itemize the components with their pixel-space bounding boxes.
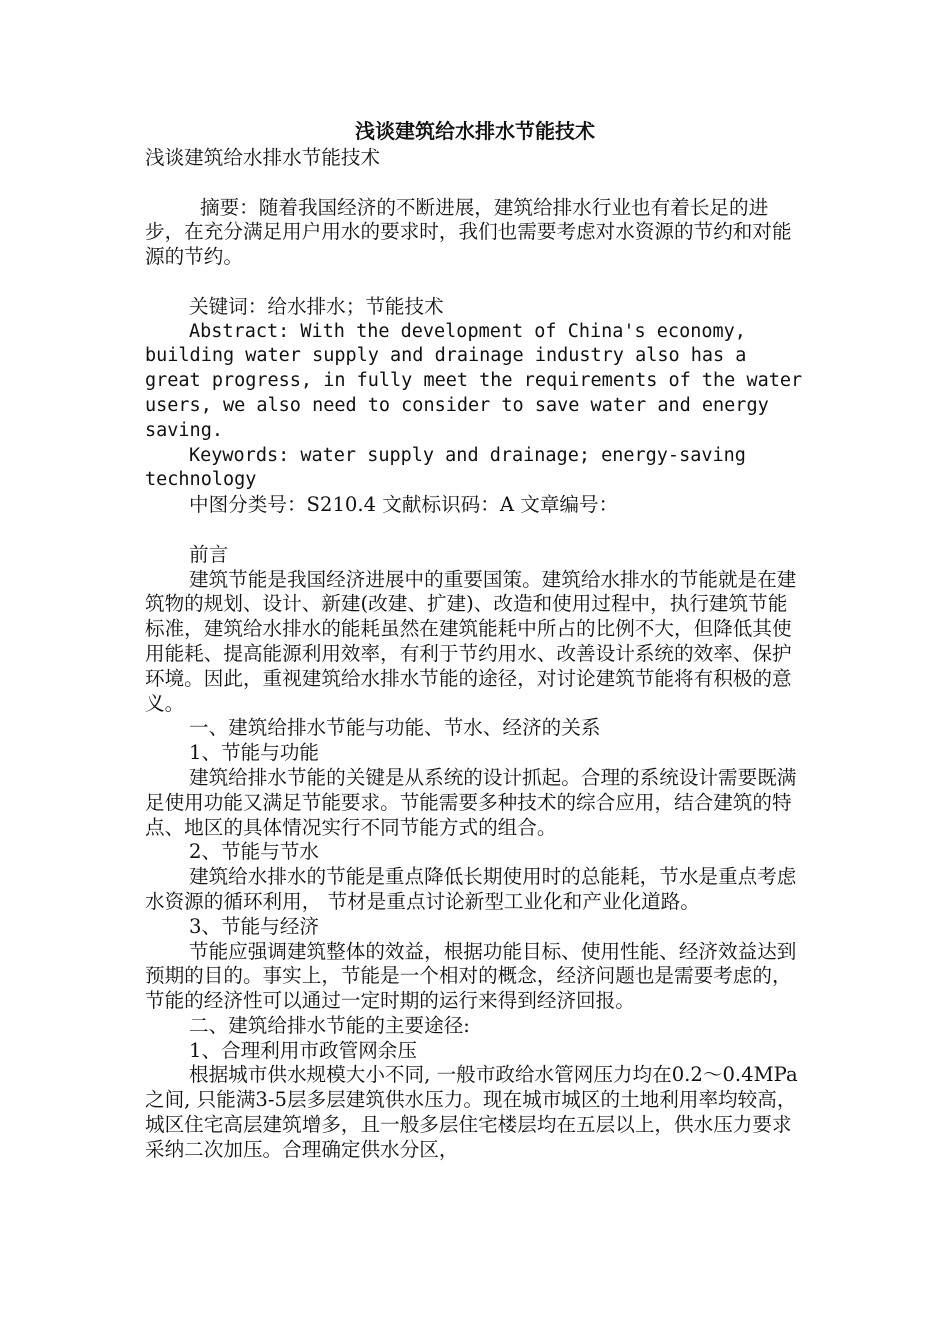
subsection-1-2-heading: 2、节能与节水 [189,840,320,864]
abstract-cn: 摘要：随着我国经济的不断进展，建筑给排水行业也有着长足的进步，在充分满足用户用水的要求时，我们也需要考虑对水资源的节约和对能源的节约。 [145,195,792,269]
spacer [145,270,805,295]
keywords-en: Keywords: water supply and drainage; energy-saving technology [145,444,758,491]
document-page [145,116,814,1163]
abstract-en: Abstract: With the development of China's economy, building water supply and drainage industry also has a great progress, in fully meet the requirements of the water users, we also need to consider to save water and energy saving. [145,320,814,441]
preface-paragraph: 建筑节能是我国经济进展中的重要国策。建筑给水排水的节能就是在建筑物的规划、设计、新建(改建、扩建)、改造和使用过程中，执行建筑节能标准，建筑给水排水的能耗虽然在建筑能耗中所占的比例不大，但降低其使用能耗、提高能源利用效率，有利于节约用水、改善设计系统的效率、保护环境。因此，重视建筑给水排水节能的途径，对讨论建筑节能将有积极的意义。 [145,567,797,715]
classification-line: 中图分类号：S210.4 文献标识码：A 文章编号： [189,493,619,517]
subsection-2-1-heading: 1、合理利用市政管网余压 [189,1038,417,1062]
document-subtitle: 浅谈建筑给水排水节能技术 [145,146,381,169]
subsection-1-3-paragraph: 节能应强调建筑整体的效益，根据功能目标、使用性能、经济效益达到预期的目的。事实上，节能是一个相对的概念，经济问题也是需要考虑的，节能的经济性可以通过一定时期的运行来得到经济回报。 [145,939,797,1013]
spacer [145,171,805,196]
subsection-1-2-paragraph: 建筑给水排水的节能是重点降低长期使用时的总能耗，节水是重点考虑水资源的循环利用， 节材是重点讨论新型工业化和产业化道路。 [145,865,797,913]
spacer [145,518,805,543]
subsection-1-1-paragraph: 建筑给排水节能的关键是从系统的设计抓起。合理的系统设计需要既满足使用功能又满足节能要求。节能需要多种技术的综合应用，结合建筑的特点、地区的具体情况实行不同节能方式的组合。 [145,765,797,839]
section-2-heading: 二、建筑给排水节能的主要途径: [189,1013,470,1037]
subsection-1-1-heading: 1、节能与功能 [189,741,320,765]
section-1-heading: 一、建筑给排水节能与功能、节水、经济的关系 [189,716,601,740]
subsection-1-3-heading: 3、节能与经济 [189,914,320,938]
subsection-2-1-paragraph: 根据城市供水规模大小不同, 一般市政给水管网压力均在0.2～0.4MPa之间, 只能满3-5层多层建筑供水压力。现在城市城区的土地利用率均较高，城区住宅高层建筑增多，且一般多层住宅楼层均在五层以上，供水压力要求采纳二次加压。合理确定供水分区， [145,1063,798,1161]
keywords-cn: 关键词：给水排水；节能技术 [189,294,444,318]
preface-heading: 前言 [189,542,229,566]
document-title: 浅谈建筑给水排水节能技术 [355,119,595,143]
